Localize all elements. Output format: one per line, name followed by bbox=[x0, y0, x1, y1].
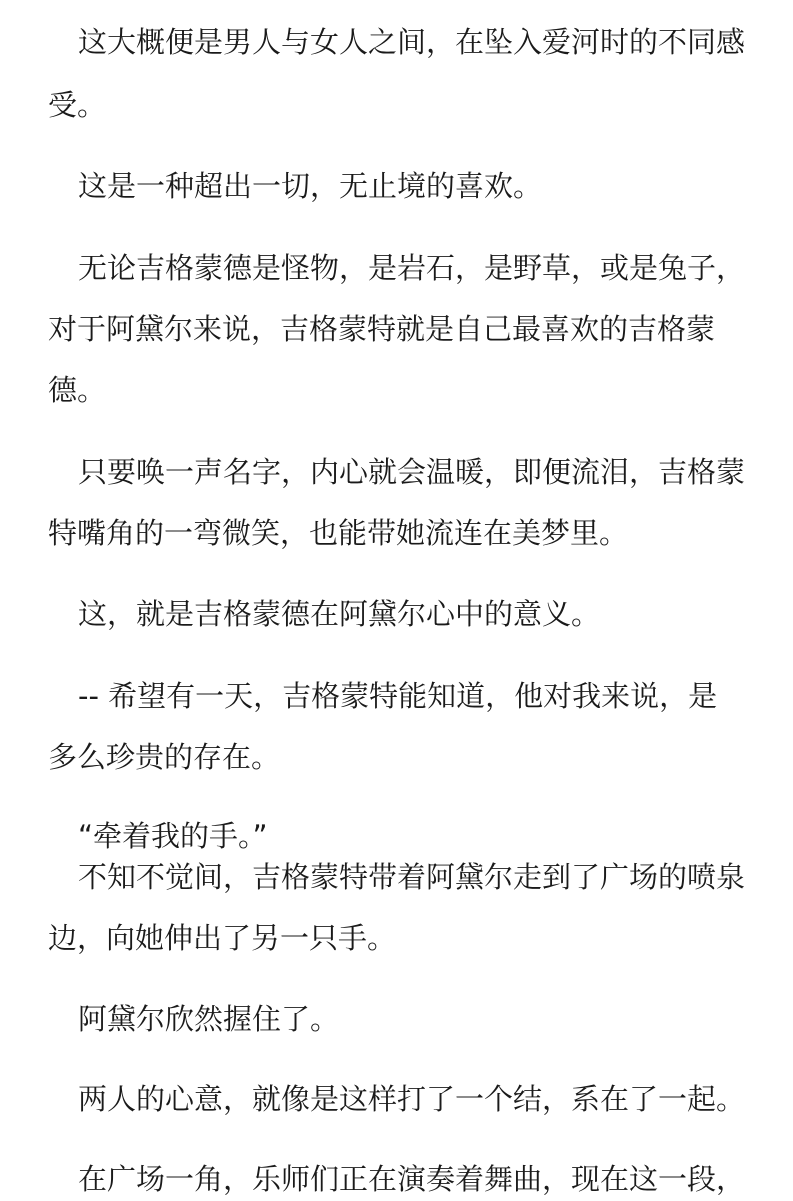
paragraph-line: 阿黛尔欣然握住了。 bbox=[78, 1002, 340, 1036]
paragraph-line: 在广场一角，乐师们正在演奏着舞曲，现在这一段， bbox=[78, 1162, 746, 1196]
paragraph-line: 无论吉格蒙德是怪物，是岩石，是野草，或是兔子， bbox=[78, 251, 746, 285]
paragraph-line: -- 希望有一天，吉格蒙特能知道，他对我来说，是 bbox=[78, 679, 718, 713]
paragraph-line: 受。 bbox=[48, 88, 107, 122]
paragraph-line: 这，就是吉格蒙德在阿黛尔心中的意义。 bbox=[78, 597, 601, 631]
paragraph-line: 这是一种超出一切，无止境的喜欢。 bbox=[78, 169, 543, 203]
paragraph-line: 这大概便是男人与女人之间，在坠入爱河时的不同感 bbox=[78, 25, 746, 59]
paragraph-line: 多么珍贵的存在。 bbox=[48, 740, 281, 774]
paragraph-line: 德。 bbox=[48, 373, 107, 407]
paragraph-line: 边，向她伸出了另一只手。 bbox=[48, 921, 397, 955]
paragraph-line: 不知不觉间，吉格蒙特带着阿黛尔走到了广场的喷泉 bbox=[78, 860, 746, 894]
dialogue-line: “牵着我的手。” bbox=[78, 819, 268, 853]
paragraph-line: 对于阿黛尔来说，吉格蒙特就是自己最喜欢的吉格蒙 bbox=[48, 312, 716, 346]
paragraph-line: 两人的心意，就像是这样打了一个结，系在了一起。 bbox=[78, 1082, 746, 1116]
paragraph-line: 特嘴角的一弯微笑，也能带她流连在美梦里。 bbox=[48, 516, 629, 550]
paragraph-line: 只要唤一声名字，内心就会温暖，即便流泪，吉格蒙 bbox=[78, 455, 746, 489]
